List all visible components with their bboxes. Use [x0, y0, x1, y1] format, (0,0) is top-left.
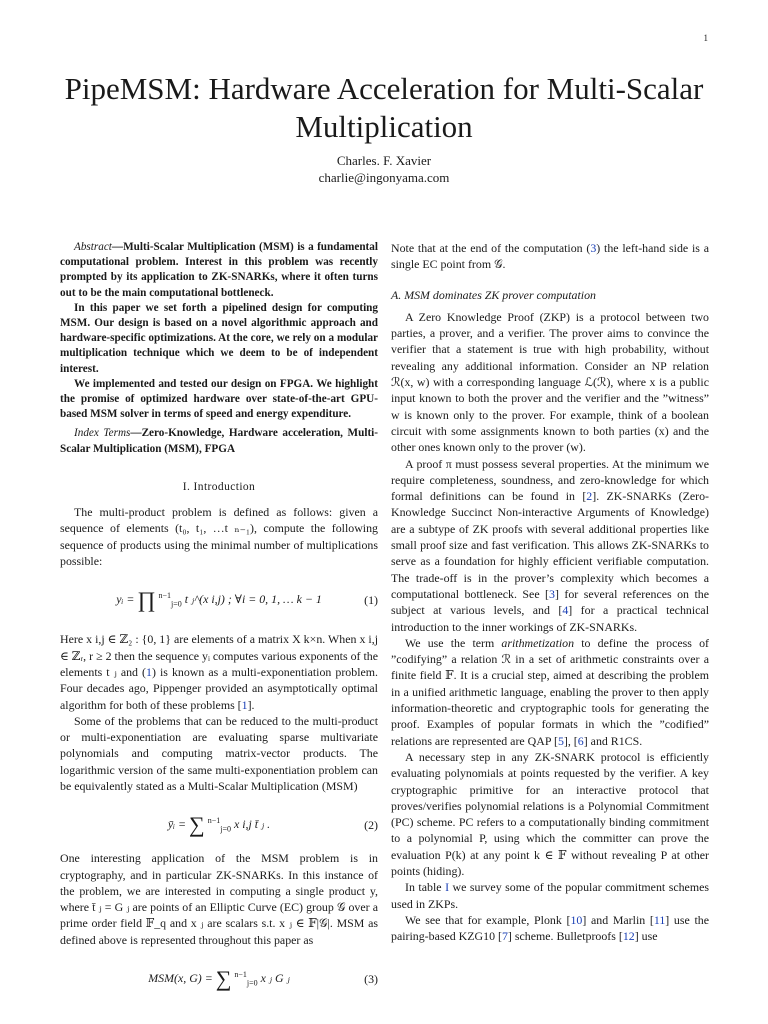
arithmetization-paragraph: [391, 635, 709, 749]
equation-3: [60, 954, 378, 998]
left-column: [60, 240, 378, 1004]
note-text-b: ) the left-hand side is a single EC point from 𝒢.: [391, 241, 709, 272]
plonk-text-d: ] scheme. Bulletproofs [: [507, 929, 623, 944]
subsection-heading: A. MSM dominates ZK prover computation: [391, 287, 596, 302]
plonk-paragraph: [391, 912, 709, 945]
citation-7[interactable]: 7: [501, 929, 508, 944]
arith-text-a: We use the term: [405, 635, 502, 650]
plonk-text-b: ] and Marlin [: [582, 912, 654, 927]
equation-3-upper-limit: n−1: [234, 970, 247, 980]
equation-1-number: (1): [364, 593, 378, 608]
citation-1[interactable]: 1: [241, 697, 248, 712]
note-text-a: Note that at the end of the computation (: [391, 241, 591, 255]
index-terms-label: Index Terms: [74, 427, 131, 440]
intro-paragraph-4: One interesting application of the MSM problem is in cryptography, and in particular ZK-SNARKs. In this instance of the problem, we are interested in computing a single product y, where t̄ ⱼ = G ⱼ are points of an Elliptic Curve (EC) group 𝒢 over a prime order field 𝔽_q and x ⱼ are scalars s.t. x ⱼ ∈ 𝔽|𝒢|. MSM as defined above is represented throughout this paper as: [60, 851, 378, 947]
proof-paragraph: [391, 456, 709, 635]
intro-p2-text-a: Here x i,j ∈ ℤ₂ : {0, 1} are elements of a matrix X k×n. When x i,j ∈ ℤᵣ, r ≥ 2 then the sequence yᵢ computes various exponents of the elements t ⱼ and (: [60, 632, 378, 679]
index-terms: [60, 426, 378, 456]
abstract-text-1: —Multi-Scalar Multiplication (MSM) is a fundamental computational problem. Interest in this problem was recently prompted by its application to ZK-SNARKs, where it often turns out to be the main computational bottleneck.: [60, 241, 378, 299]
section-heading-introduction: I. Introduction: [182, 480, 256, 493]
zkp-paragraph: A Zero Knowledge Proof (ZKP) is a protocol between two parties, a prover, and a verifier. The prover aims to convince the verifier that a statement is true with high probability, without revealing any additional information. Consider an NP relation ℛ(x, w) with a corresponding language ℒ(ℛ), where x is a public input known to both the prover and the verifier and the ”witness” w is known only to the prover. For example, think of a boolean circuit with some assignments known to both parties (x) and the other ones known only to the prover (w).: [391, 309, 709, 455]
equation-3-body: [60, 967, 378, 992]
equation-1-lower-limit: j=0: [170, 599, 182, 609]
intro-paragraph-3: Some of the problems that can be reduced to the multi-product or multi-exponentiation are evaluating sparse multivariate polynomials and computing matrix-vector products. The logarithmic version of the same multi-exponentiation problem can be equivalently stated as a Multi-Scalar Multiplication (MSM): [60, 713, 378, 793]
citation-2[interactable]: 2: [586, 489, 593, 504]
equation-2-number: (2): [364, 818, 378, 833]
equation-2: [60, 800, 378, 844]
proof-text-a: A proof π must possess several properties. At the minimum we require completeness, soundness, and zero-knowledge for which formal definitions can be found in [: [391, 456, 709, 504]
citation-10[interactable]: 10: [570, 912, 583, 927]
citation-5[interactable]: 5: [557, 733, 564, 748]
equation-1-body: [60, 588, 378, 613]
citation-3[interactable]: 3: [549, 586, 555, 601]
equation-2-body: [60, 813, 378, 838]
equation-1-upper-limit: n−1: [158, 591, 171, 601]
equation-2-upper-limit: n−1: [207, 816, 221, 826]
arith-text-d: ] and R1CS.: [583, 733, 643, 748]
abstract-paragraph-3: We implemented and tested our design on FPGA. We highlight the promise of optimized hardware over state-of-the-art GPU-based MSM solver in terms of speed and energy expenditure.: [60, 377, 378, 421]
author-block: [0, 152, 768, 186]
citation-11[interactable]: 11: [653, 912, 666, 927]
citation-4[interactable]: 4: [562, 603, 569, 618]
product-operator: ∏: [137, 587, 156, 613]
sum-operator: ∑: [215, 966, 232, 992]
equation-3-lhs: MSM(x, G) =: [148, 971, 213, 986]
table-ref-1[interactable]: I: [445, 880, 450, 895]
paper-title: PipeMSM: Hardware Acceleration for Multi-Scalar Multiplication: [64, 71, 704, 144]
right-note: [391, 240, 709, 273]
proof-text-d: ] for a practical technical introduction to the inner workings of ZK-SNARKs.: [391, 603, 709, 634]
proof-text-c: ] for several references on the subject at various levels, and [: [391, 586, 709, 618]
page-number: 1: [703, 33, 708, 43]
arithmetization-term: arithmetization: [501, 635, 575, 650]
equation-1: [60, 575, 378, 625]
index-terms-text: —Zero-Knowledge, Hardware acceleration, Multi-Scalar Multiplication (MSM), FPGA: [60, 427, 378, 455]
equation-2-rhs: x i,j t̄ ⱼ .: [233, 817, 271, 832]
abstract-label: Abstract: [74, 241, 112, 253]
abstract-paragraph-1: [60, 240, 378, 301]
intro-paragraph-1: The multi-product problem is defined as follows: given a sequence of elements (t₀, t₁, …t ₙ₋₁), compute the following sequence of products using the minimal number of multiplications possible:: [60, 505, 378, 569]
author-email: charlie@ingonyama.com: [318, 170, 450, 185]
arith-text-b: to define the process of ”codifying” a relation ℛ in a set of arithmetic constraints over a finite field 𝔽. It is a crucial step, aimed at describing the problem in a unified arithmetic language, enabling the prover to then apply information-theoretic and cryptographic tools for generating the proof. Examples of popular formats in which the ”codified” relations are represented are QAP [: [391, 635, 709, 748]
plonk-text-a: We see that for example, Plonk [: [405, 912, 571, 927]
survey-text-b: we survey some of the popular commitment schemes used in ZKPs.: [391, 880, 709, 911]
equation-1-lhs: yᵢ =: [116, 592, 135, 607]
equation-1-rhs: t ⱼ^(x i,j) ; ∀i = 0, 1, … k − 1: [184, 592, 322, 607]
citation-6[interactable]: 6: [577, 733, 584, 748]
equation-ref-1[interactable]: 1: [146, 664, 152, 679]
equation-3-lower-limit: j=0: [246, 978, 258, 988]
intro-p2-text-b: ) is known as a multi-exponentiation problem. Four decades ago, Pippenger provided an asymptotically optimal algorithm for both of these problems [: [60, 664, 378, 712]
table-survey-paragraph: [391, 879, 709, 912]
citation-12[interactable]: 12: [622, 929, 635, 944]
equation-3-number: (3): [364, 972, 378, 987]
plonk-text-c: ] use the pairing-based KZG10 [: [391, 912, 709, 944]
intro-p2-text-c: ].: [247, 697, 255, 712]
right-column: [391, 240, 709, 944]
arith-text-c: ], [: [563, 733, 578, 748]
commitment-paragraph: A necessary step in any ZK-SNARK protocol is efficiently evaluating polynomials at points requested by the verifier. A key cryptographic primitive for an interactive protocol that proves/verifies polynomial relations is a Polynomial Commitment (PC) scheme. PC refers to a computationally binding commitment to a polynomial P, using which the committer can prove the evaluation P(k) at any point k ∈ 𝔽 without revealing P at other points (hiding).: [391, 749, 709, 878]
sum-operator: ∑: [189, 812, 205, 838]
equation-2-lhs: ȳᵢ =: [167, 817, 187, 832]
equation-2-lower-limit: j=0: [220, 824, 231, 834]
survey-text-a: In table: [405, 880, 446, 895]
equation-3-rhs: x ⱼ G ⱼ: [260, 971, 290, 986]
equation-ref-3[interactable]: 3: [590, 241, 597, 255]
abstract-paragraph-2: In this paper we set forth a pipelined design for computing MSM. Our design is based on a novel algorithmic approach and hardware-specific optimizations. At the core, we rely on a modular multiplication technique which we deem to be of independent interest.: [60, 301, 378, 375]
proof-text-b: ]. ZK-SNARKs (Zero-Knowledge Succinct Non-interactive Arguments of Knowledge) are a subtype of ZK proofs with several additional properties like small proof size and fast verification. This allows ZK-SNARKs to serve as a foundation for highly efficient verifiable computation. The trade-off is in the prover’s complexity which becomes a computational bottleneck. See [: [391, 489, 709, 601]
intro-paragraph-2: [60, 631, 378, 712]
plonk-text-e: ] use: [634, 929, 658, 944]
author-name: Charles. F. Xavier: [336, 153, 432, 168]
